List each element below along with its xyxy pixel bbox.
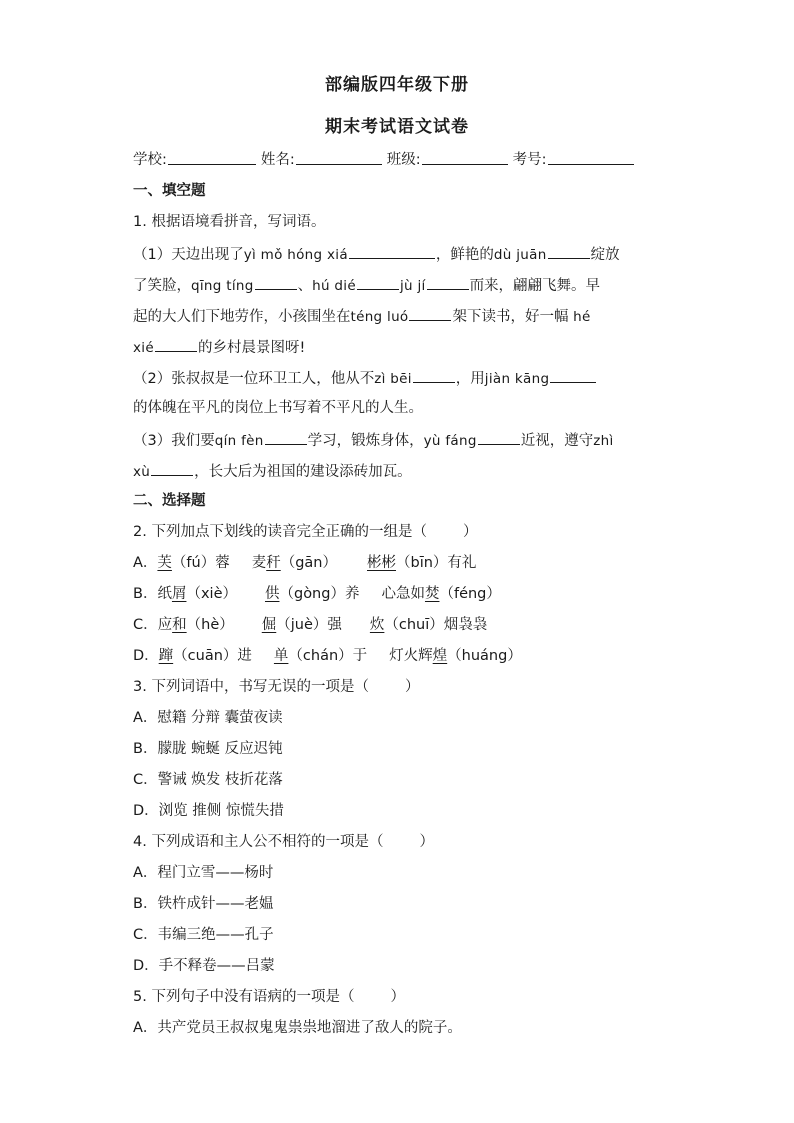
q1-paragraph-3-line-1: （3）我们要qín fèn 学习，锻炼身体，yù fáng 近视，遵守zhì bbox=[133, 429, 663, 451]
school-blank[interactable] bbox=[168, 148, 256, 165]
question-4-option-c[interactable]: C．韦编三绝——孔子 bbox=[133, 927, 274, 943]
answer-blank[interactable] bbox=[427, 274, 469, 290]
pinyin: qín fèn bbox=[214, 433, 264, 449]
name-label: 姓名: bbox=[260, 152, 295, 168]
question-4-stem: 4. 下列成语和主人公不相符的一项是（ ） bbox=[133, 834, 434, 850]
pinyin: xié bbox=[133, 340, 154, 356]
answer-blank[interactable] bbox=[155, 336, 197, 352]
answer-blank[interactable] bbox=[357, 274, 399, 290]
class-blank[interactable] bbox=[422, 148, 508, 165]
question-2-option-d[interactable]: D．蹿（cuān）进 单（chán）于 灯火辉煌（huáng） bbox=[133, 648, 522, 664]
q1-paragraph-2-line-2: 的体魄在平凡的岗位上书写着不平凡的人生。 bbox=[133, 400, 423, 416]
q1-paragraph-1-line-4: xié 的乡村晨景图呀! bbox=[133, 336, 663, 358]
pinyin: dù juān bbox=[493, 247, 547, 263]
question-4-option-b[interactable]: B．铁杵成针——老媪 bbox=[133, 896, 274, 912]
answer-blank[interactable] bbox=[265, 429, 307, 445]
pinyin: hú dié bbox=[312, 278, 356, 294]
pinyin: zì bēi bbox=[374, 371, 412, 387]
q1-paragraph-1-line-1: （1）天边出现了yì mǒ hóng xiá ，鲜艳的dù juān 绽放 bbox=[133, 243, 663, 265]
answer-blank[interactable] bbox=[413, 367, 455, 383]
pinyin: jù jí bbox=[399, 278, 426, 294]
question-3-stem: 3. 下列词语中，书写无误的一项是（ ） bbox=[133, 679, 420, 695]
q1-paragraph-3-line-2: xù ，长大后为祖国的建设添砖加瓦。 bbox=[133, 460, 663, 482]
answer-blank[interactable] bbox=[409, 305, 451, 321]
name-blank[interactable] bbox=[296, 148, 382, 165]
question-5-option-a[interactable]: A．共产党员王叔叔鬼鬼祟祟地溜进了敌人的院子。 bbox=[133, 1020, 462, 1036]
question-4-option-d[interactable]: D．手不释卷——吕蒙 bbox=[133, 958, 275, 974]
question-3-option-b[interactable]: B．朦胧 蜿蜒 反应迟钝 bbox=[133, 741, 283, 757]
answer-blank[interactable] bbox=[151, 460, 193, 476]
answer-blank[interactable] bbox=[478, 429, 520, 445]
pinyin: jiàn kāng bbox=[484, 371, 550, 387]
page-subtitle: 期末考试语文试卷 bbox=[325, 117, 469, 137]
page-title: 部编版四年级下册 bbox=[325, 75, 469, 95]
pinyin: zhì bbox=[593, 433, 614, 449]
answer-blank[interactable] bbox=[548, 243, 590, 259]
exam-number-label: 考号: bbox=[512, 152, 547, 168]
section-heading-multiple-choice: 二、选择题 bbox=[133, 493, 206, 509]
question-3-option-a[interactable]: A．慰籍 分辩 囊萤夜读 bbox=[133, 710, 283, 726]
question-5-stem: 5. 下列句子中没有语病的一项是（ ） bbox=[133, 989, 405, 1005]
q1-paragraph-2-line-1: （2）张叔叔是一位环卫工人，他从不zì bēi ，用jiàn kāng bbox=[133, 367, 663, 389]
pinyin: yù fáng bbox=[423, 433, 477, 449]
pinyin: hé bbox=[573, 309, 591, 325]
question-1-stem: 1. 根据语境看拼音，写词语。 bbox=[133, 214, 326, 230]
pinyin: qīng tíng bbox=[191, 278, 254, 294]
pinyin: xù bbox=[133, 464, 151, 480]
answer-blank[interactable] bbox=[550, 367, 596, 383]
question-3-option-d[interactable]: D．浏览 推侧 惊慌失措 bbox=[133, 803, 284, 819]
question-2-stem: 2. 下列加点下划线的读音完全正确的一组是（ ） bbox=[133, 524, 478, 540]
question-2-option-c[interactable]: C．应和（hè） 倔（juè）强 炊（chuī）烟袅袅 bbox=[133, 617, 488, 633]
class-label: 班级: bbox=[386, 152, 421, 168]
question-2-option-a[interactable]: A．芙（fú）蓉 麦秆（gān） 彬彬（bīn）有礼 bbox=[133, 555, 477, 571]
answer-blank[interactable] bbox=[349, 243, 435, 259]
section-heading-fill-blank: 一、填空题 bbox=[133, 183, 206, 199]
question-4-option-a[interactable]: A．程门立雪——杨时 bbox=[133, 865, 274, 881]
pinyin: téng luó bbox=[350, 309, 409, 325]
pinyin: yì mǒ hóng xiá bbox=[243, 247, 348, 263]
q1-paragraph-1-line-3: 起的大人们下地劳作，小孩围坐在téng luó 架下读书，好一幅 hé bbox=[133, 305, 663, 327]
q1-paragraph-1-line-2: 了笑脸，qīng tíng 、hú dié jù jí 而来，翩翩飞舞。早 bbox=[133, 274, 663, 296]
school-label: 学校: bbox=[133, 152, 167, 168]
student-info-row bbox=[133, 148, 663, 169]
exam-number-blank[interactable] bbox=[548, 148, 634, 165]
question-2-option-b[interactable]: B．纸屑（xiè） 供（gòng）养 心急如焚（féng） bbox=[133, 586, 501, 602]
question-3-option-c[interactable]: C．警诫 焕发 枝折花落 bbox=[133, 772, 283, 788]
answer-blank[interactable] bbox=[255, 274, 297, 290]
